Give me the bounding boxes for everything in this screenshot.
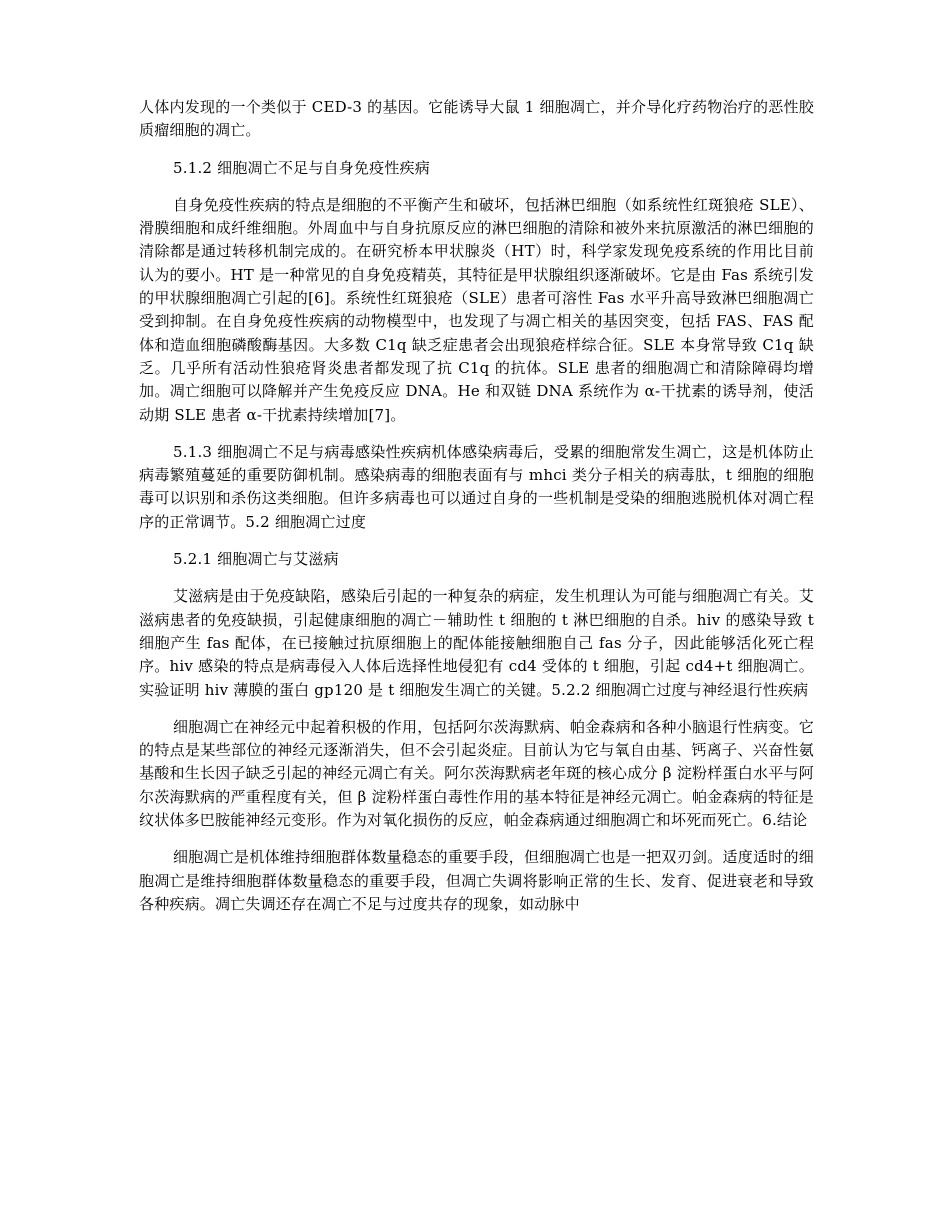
paragraph-continuation: 人体内发现的一个类似于 CED-3 的基因。它能诱导大鼠 1 细胞凋亡，并介导化疗药物治疗的恶性胶质瘤细胞的凋亡。 bbox=[139, 98, 814, 140]
document-body bbox=[139, 96, 814, 916]
paragraph-conclusion: 细胞凋亡是机体维持细胞群体数量稳态的重要手段，但细胞凋亡也是一把双刃剑。适度适时的细胞凋亡是维持细胞群体数量稳态的重要手段，但凋亡失调将影响正常的生长、发育、促进衰老和导致各种疾病。凋亡失调还存在凋亡不足与过度共存的现象，如动脉中 bbox=[139, 848, 814, 913]
paragraph-neurodegenerative: 细胞凋亡在神经元中起着积极的作用，包括阿尔茨海默病、帕金森病和各种小脑退行性病变。它的特点是某些部位的神经元逐渐消失，但不会引起炎症。目前认为它与氧自由基、钙离子、兴奋性氨基酸和生长因子缺乏引起的神经元凋亡有关。阿尔茨海默病老年斑的核心成分 β 淀粉样蛋白水平与阿尔茨海默病的严重程度有关，但 β 淀粉样蛋白毒性作用的基本特征是神经元凋亡。帕金森病的特征是纹状体多巴胺能神经元变形。作为对氧化损伤的反应，帕金森病通过细胞凋亡和坏死而死亡。6.结论 bbox=[139, 717, 814, 830]
paragraph-viral-infection: 5.1.3 细胞凋亡不足与病毒感染性疾病机体感染病毒后，受累的细胞常发生凋亡，这是机体防止病毒繁殖蔓延的重要防御机制。感染病毒的细胞表面有与 mhci 类分子相关的病毒肽，t 细胞的细胞毒可以识别和杀伤这类细胞。但许多病毒也可以通过自身的一些机制是受染的细胞逃脱机体对凋亡程序的正常调节。5.2 细胞凋亡过度 bbox=[139, 442, 814, 531]
paragraph-aids: 艾滋病是由于免疫缺陷，感染后引起的一种复杂的病症，发生机理认为可能与细胞凋亡有关。艾滋病患者的免疫缺损，引起健康细胞的凋亡－辅助性 t 细胞的 t 淋巴细胞的自杀。hiv 的感染导致 t 细胞产生 fas 配体，在已接触过抗原细胞上的配体能接触细胞自己 fas 分子，因此能够活化死亡程序。hiv 感染的特点是病毒侵入人体后选择性地侵犯有 cd4 受体的 t 细胞，引起 cd4+t 细胞凋亡。实验证明 hiv 薄膜的蛋白 gp120 是 t 细胞发生凋亡的关键。5.2.2 细胞凋亡过度与神经退行性疾病 bbox=[139, 587, 814, 699]
section-heading-5-2-1: 5.2.1 细胞凋亡与艾滋病 bbox=[173, 550, 339, 569]
section-heading-5-1-2: 5.1.2 细胞凋亡不足与自身免疫性疾病 bbox=[173, 158, 430, 177]
paragraph-autoimmune: 自身免疫性疾病的特点是细胞的不平衡产生和破坏，包括淋巴细胞（如系统性红斑狼疮 SLE）、滑膜细胞和成纤维细胞。外周血中与自身抗原反应的淋巴细胞的清除和被外来抗原激活的淋巴细胞的清除都是通过转移机制完成的。在研究桥本甲状腺炎（HT）时，科学家发现免疫系统的作用比目前认为的要小。HT 是一种常见的自身免疫精英，其特征是甲状腺组织逐渐破坏。它是由 Fas 系统引发的甲状腺细胞凋亡引起的[6]。系统性红斑狼疮（SLE）患者可溶性 Fas 水平升高导致淋巴细胞凋亡受到抑制。在自身免疫性疾病的动物模型中，也发现了与凋亡相关的基因突变，包括 FAS、FAS 配体和造血细胞磷酸酶基因。大多数 C1q 缺乏症患者会出现狼疮样综合征。SLE 本身常导致 C1q 缺乏。几乎所有活动性狼疮肾炎患者都发现了抗 C1q 的抗体。SLE 患者的细胞凋亡和清除障碍均增加。凋亡细胞可以降解并产生免疫反应 DNA。He 和双链 DNA 系统作为 α-干扰素的诱导剂，使活动期 SLE 患者 α-干扰素持续增加[7]。 bbox=[139, 195, 814, 424]
